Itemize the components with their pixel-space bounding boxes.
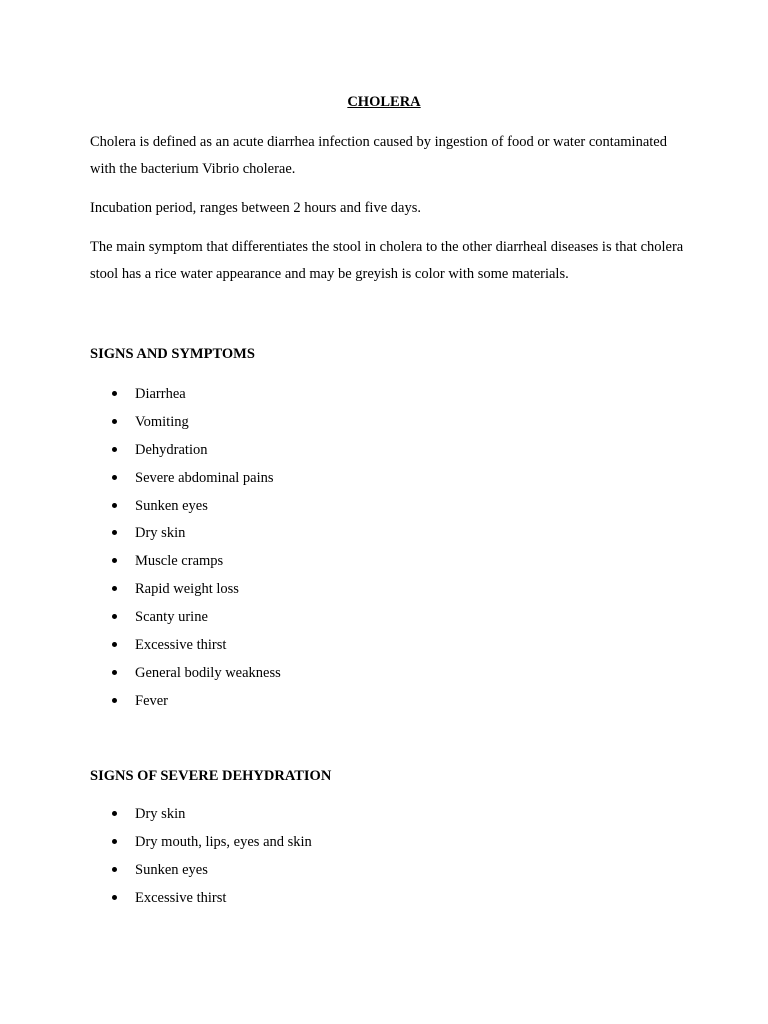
- bullet-icon: [112, 503, 117, 508]
- list-item-text: Dry mouth, lips, eyes and skin: [135, 833, 312, 850]
- bullet-icon: [112, 475, 117, 480]
- bullet-icon: [112, 614, 117, 619]
- bullet-icon: [112, 895, 117, 900]
- bullet-icon: [112, 811, 117, 816]
- bullet-icon: [112, 586, 117, 591]
- bullet-icon: [112, 558, 117, 563]
- list-item: [90, 521, 281, 549]
- bullet-icon: [112, 867, 117, 872]
- list-item-text: Sunken eyes: [135, 861, 208, 878]
- list-item: [90, 689, 281, 717]
- list-item-text: General bodily weakness: [135, 664, 281, 681]
- list-item: [90, 438, 281, 466]
- list-item: [90, 494, 281, 522]
- paragraph-incubation: Incubation period, ranges between 2 hours and five days.: [90, 200, 421, 216]
- list-item: [90, 858, 312, 886]
- list-item-text: Dehydration: [135, 441, 208, 458]
- list-item-text: Diarrhea: [135, 386, 186, 402]
- bullet-icon: [112, 530, 117, 535]
- list-item-text: Dry skin: [135, 806, 186, 822]
- list-item-text: Rapid weight loss: [135, 581, 239, 598]
- list-item: [90, 410, 281, 438]
- list-item: [90, 802, 312, 830]
- list-item-text: Fever: [135, 692, 169, 709]
- list-item: [90, 466, 281, 494]
- list-item-text: Excessive thirst: [135, 889, 227, 906]
- bullet-icon: [112, 642, 117, 647]
- list-item-text: Vomiting: [135, 413, 189, 430]
- bullet-icon: [112, 839, 117, 844]
- section-heading-signs-and-symptoms: SIGNS AND SYMPTOMS: [90, 346, 255, 362]
- bullet-icon: [112, 419, 117, 424]
- list-item: [90, 830, 312, 858]
- section-heading-severe-dehydration: SIGNS OF SEVERE DEHYDRATION: [90, 768, 332, 784]
- list-item-text: Excessive thirst: [135, 637, 227, 654]
- list-item-text: Sunken eyes: [135, 497, 208, 514]
- list-item: [90, 577, 281, 605]
- paragraph-main-symptom: The main symptom that differentiates the stool in cholera to the other diarrheal diseases is that cholera stool has a rice water appearance and may be greyish is color with some materials.: [90, 239, 684, 282]
- bullet-icon: [112, 670, 117, 675]
- bullet-icon: [112, 447, 117, 452]
- list-item-text: Dry skin: [135, 525, 186, 542]
- list-item-text: Muscle cramps: [135, 553, 224, 570]
- list-item: [90, 633, 281, 661]
- bullet-icon: [112, 698, 117, 703]
- list-item: [90, 886, 312, 914]
- bullet-icon: [112, 391, 117, 396]
- signs-and-symptoms-list: [90, 382, 281, 717]
- list-item: [90, 605, 281, 633]
- list-item: [90, 549, 281, 577]
- paragraph-definition: Cholera is defined as an acute diarrhea infection caused by ingestion of food or water contaminated with the bacterium Vibrio cholerae.: [90, 134, 667, 177]
- list-item: [90, 661, 281, 689]
- list-item: [90, 382, 281, 410]
- list-item-text: Severe abdominal pains: [135, 469, 274, 486]
- severe-dehydration-list: [90, 802, 312, 914]
- list-item-text: Scanty urine: [135, 609, 208, 626]
- document-title: CHOLERA: [347, 94, 421, 110]
